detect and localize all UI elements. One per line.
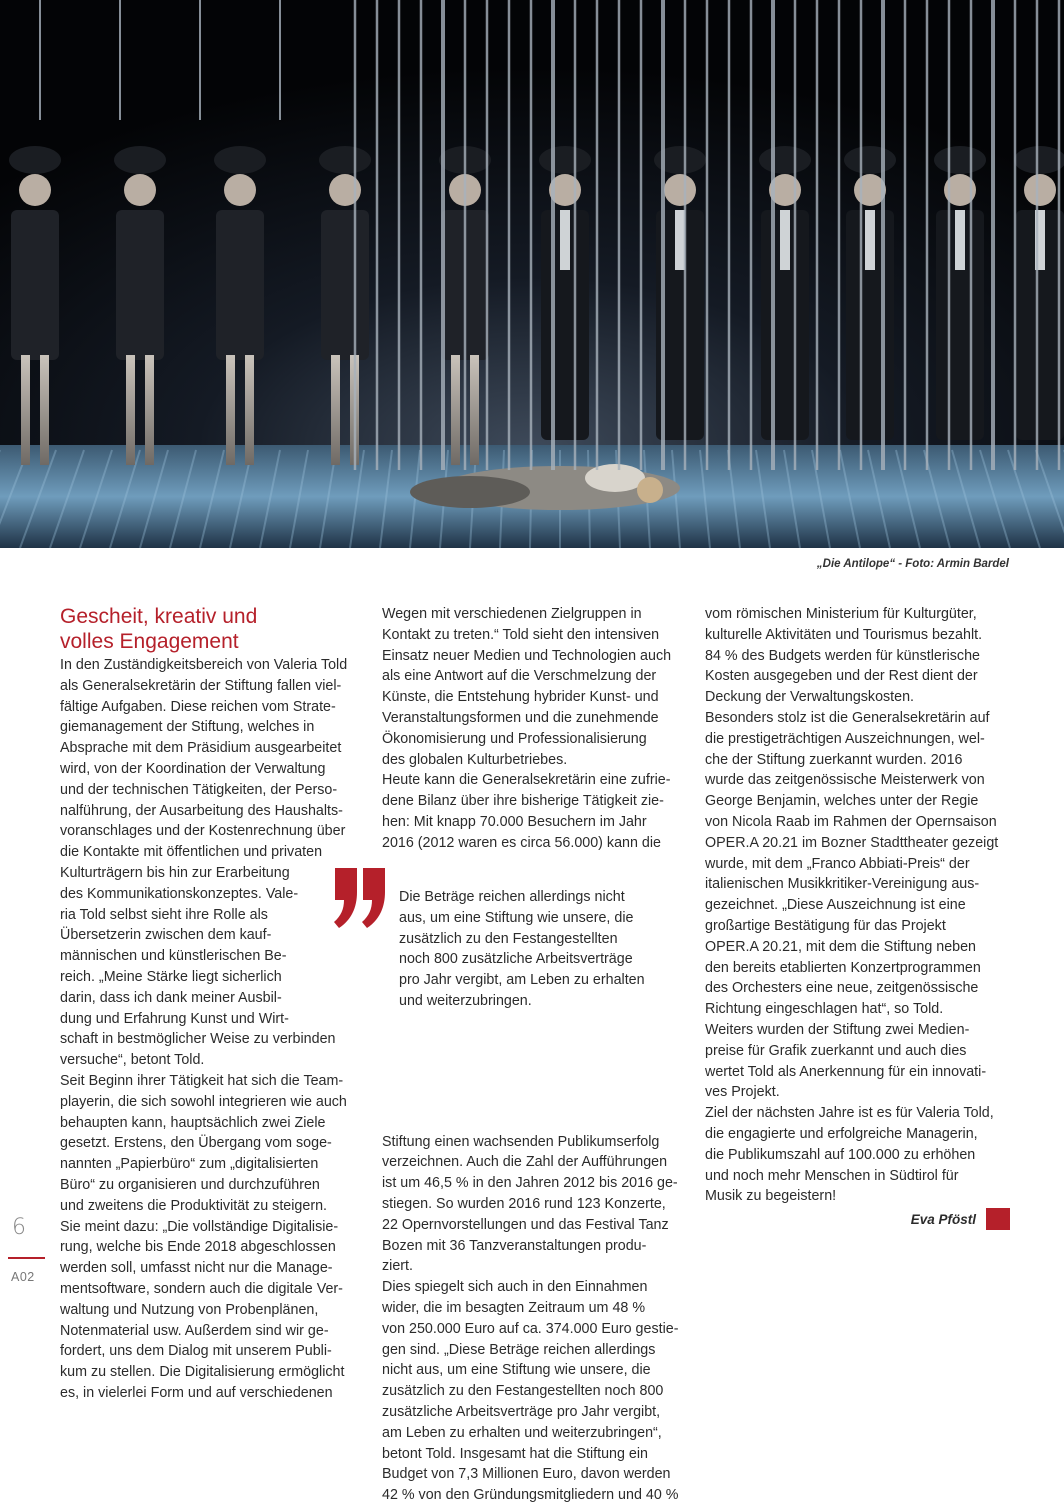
column-3 bbox=[705, 604, 1015, 1207]
column-1-text bbox=[60, 655, 365, 1404]
text-line: als eine Antwort auf die Verschmelzung der bbox=[382, 668, 657, 685]
page-number: 6 bbox=[12, 1215, 26, 1240]
text-line: großartige Bestätigung für das Projekt bbox=[705, 917, 946, 934]
text-line: zusätzliche Arbeitsverträge pro Jahr vergibt, bbox=[382, 1403, 661, 1420]
text-line: zusätzlich zu den Festangestellten noch 800 bbox=[382, 1383, 664, 1400]
text-line: Heute kann die Generalsekretärin eine zufrie- bbox=[382, 772, 671, 789]
text-line: kum zu stellen. Die Digitalisierung ermöglicht bbox=[60, 1364, 345, 1381]
text-line: rung, welche bis Ende 2018 abgeschlossen bbox=[60, 1239, 336, 1256]
text-line: Ziel der nächsten Jahre ist es für Valeria Told, bbox=[705, 1105, 994, 1122]
text-line: aus, um eine Stiftung wie unsere, die bbox=[399, 909, 634, 926]
text-line: waltung und Nutzung von Probenplänen, bbox=[60, 1301, 319, 1318]
text-line: Weiters wurden der Stiftung zwei Medien- bbox=[705, 1021, 970, 1038]
page-rule bbox=[8, 1257, 45, 1259]
text-line: nicht aus, um eine Stiftung wie unsere, die bbox=[382, 1362, 651, 1379]
text-line: voranschlages und der Kostenrechnung über bbox=[60, 823, 346, 840]
author-name: Eva Pföstl bbox=[910, 1211, 976, 1227]
stage-photo bbox=[0, 0, 1064, 548]
text-line: fältige Aufgaben. Diese reichen vom Strate- bbox=[60, 698, 336, 715]
column-2 bbox=[382, 604, 690, 1506]
text-line: preise für Grafik zuerkannt und auch dies bbox=[705, 1042, 967, 1059]
text-line: ziert. bbox=[382, 1258, 413, 1275]
text-line: darin, dass ich dank meiner Ausbil- bbox=[60, 989, 282, 1006]
text-line: Bozen mit 36 Tanzveranstaltungen produ- bbox=[382, 1237, 647, 1254]
text-line: Büro“ zu organisieren und durchzuführen bbox=[60, 1176, 320, 1193]
text-line: Dies spiegelt sich auch in den Einnahmen bbox=[382, 1279, 648, 1296]
text-line: In den Zuständigkeitsbereich von Valeria Told bbox=[60, 657, 348, 673]
text-line: Seit Beginn ihrer Tätigkeit hat sich die Team- bbox=[60, 1072, 344, 1089]
text-line: die engagierte und erfolgreiche Managerin, bbox=[705, 1125, 978, 1142]
text-line: 42 % von den Gründungsmitgliedern und 40 % bbox=[382, 1487, 679, 1504]
text-line: die prestigeträchtigen Auszeichnungen, wel- bbox=[705, 730, 985, 747]
text-line: Künste, die Entstehung hybrider Kunst- und bbox=[382, 689, 659, 706]
text-line: che der Stiftung zuerkannt wurden. 2016 bbox=[705, 751, 963, 768]
text-line: Einsatz neuer Medien und Technologien auch bbox=[382, 647, 672, 664]
text-line: des globalen Kulturbetriebes. bbox=[382, 751, 568, 768]
text-line: und der technischen Tätigkeiten, der Perso- bbox=[60, 781, 338, 798]
text-line: giemanagement der Stiftung, welches in bbox=[60, 719, 315, 736]
text-line: wurde das zeitgenössische Meisterwerk von bbox=[705, 772, 985, 789]
text-line: Übersetzerin zwischen dem kauf- bbox=[60, 927, 272, 944]
text-line: dung und Erfahrung Kunst und Wirt- bbox=[60, 1010, 289, 1027]
column-2-text-bottom bbox=[382, 1132, 690, 1506]
article-headline bbox=[60, 604, 365, 654]
text-line: kulturelle Aktivitäten und Tourismus bezahlt. bbox=[705, 626, 983, 643]
text-line: dene Bilanz über ihre bisherige Tätigkeit zie- bbox=[382, 793, 664, 810]
text-line: schaft in bestmöglicher Weise zu verbinden bbox=[60, 1031, 336, 1048]
text-line: nannten „Papierbüro“ zum „digitalisierten bbox=[60, 1156, 319, 1173]
text-line: gen sind. „Diese Beträge reichen allerdings bbox=[382, 1341, 656, 1358]
text-line: 22 Opernvorstellungen und das Festival Tanz bbox=[382, 1216, 669, 1233]
text-line: reich. „Meine Stärke liegt sicherlich bbox=[60, 968, 282, 985]
text-line: von 250.000 Euro auf ca. 374.000 Euro gestie- bbox=[382, 1320, 679, 1337]
text-line: Die Beträge reichen allerdings nicht bbox=[399, 889, 625, 905]
text-line: behaupten kann, hauptsächlich zwei Ziele bbox=[60, 1114, 326, 1131]
text-line: Sie meint dazu: „Die vollständige Digitalisie- bbox=[60, 1218, 339, 1235]
text-line: Absprache mit dem Präsidium ausgearbeitet bbox=[60, 740, 342, 757]
text-line: Kontakt zu treten.“ Told sieht den intensiven bbox=[382, 626, 660, 643]
text-line: des Kommunikationskonzeptes. Vale- bbox=[60, 885, 299, 902]
text-line: versuche“, betont Told. bbox=[60, 1052, 205, 1069]
accent-block bbox=[986, 1208, 1010, 1230]
text-line: als Generalsekretärin der Stiftung fallen viel- bbox=[60, 677, 342, 694]
column-3-text bbox=[705, 604, 1015, 1207]
text-line: fordert, uns dem Dialog mit unserem Publi- bbox=[60, 1343, 332, 1360]
author-credit bbox=[911, 1208, 1010, 1230]
text-line: ria Told selbst sieht ihre Rolle als bbox=[60, 906, 268, 923]
text-line: des Orchesters eine neue, zeitgenössische bbox=[705, 980, 979, 997]
text-line: George Benjamin, welches unter der Regie bbox=[705, 793, 979, 810]
text-line: den bereits etablierten Konzertprogrammen bbox=[705, 959, 981, 976]
text-line: zusätzlich zu den Festangestellten bbox=[399, 930, 618, 947]
text-line: OPER.A 20.21 im Bozner Stadttheater gezeigt bbox=[705, 834, 999, 851]
text-line: wird, von der Koordination der Verwaltung bbox=[60, 760, 326, 777]
text-line: Stiftung einen wachsenden Publikumserfolg bbox=[382, 1133, 660, 1150]
text-line: von Nicola Raab im Rahmen der Opernsaison bbox=[705, 813, 997, 830]
text-line: mentsoftware, sondern auch die digitale Ver- bbox=[60, 1280, 343, 1297]
text-line: 2016 (2012 waren es circa 56.000) kann die bbox=[382, 834, 661, 851]
text-line: nalführung, der Ausarbeitung des Haushalts- bbox=[60, 802, 343, 819]
text-line: betont Told. Insgesamt hat die Stiftung ein bbox=[382, 1445, 648, 1462]
text-line: Ökonomisierung und Professionalisierung bbox=[382, 730, 647, 747]
headline-line: Gescheit, kreativ und bbox=[60, 605, 258, 628]
text-line: die Kontakte mit öffentlichen und privaten bbox=[60, 844, 323, 861]
text-line: ist um 46,5 % in den Jahren 2012 bis 2016 ge- bbox=[382, 1175, 678, 1192]
text-line: Kosten ausgegeben und der Rest dient der bbox=[705, 668, 978, 685]
text-line: ves Projekt. bbox=[705, 1084, 780, 1101]
page-code: A02 bbox=[11, 1270, 35, 1284]
text-line: 84 % des Budgets werden für künstlerische bbox=[705, 647, 980, 664]
text-line: vom römischen Ministerium für Kulturgüter, bbox=[705, 606, 977, 622]
pull-quote bbox=[399, 887, 689, 1012]
text-line: männischen und künstlerischen Be- bbox=[60, 948, 287, 965]
text-line: Musik zu begeistern! bbox=[705, 1188, 837, 1205]
text-line: hen: Mit knapp 70.000 Besuchern im Jahr bbox=[382, 813, 647, 830]
photo-caption: „Die Antilope“ - Foto: Armin Bardel bbox=[816, 558, 1009, 570]
text-line: gezeichnet. „Diese Auszeichnung ist eine bbox=[705, 897, 966, 914]
headline-line: volles Engagement bbox=[60, 630, 239, 653]
text-line: wertet Told als Anerkennung für ein innovati- bbox=[705, 1063, 987, 1080]
column-2-text-top bbox=[382, 604, 690, 854]
text-line: Deckung der Verwaltungskosten. bbox=[705, 689, 915, 706]
text-line: Richtung eingeschlagen hat“, so Told. bbox=[705, 1001, 944, 1018]
text-line: Kulturträgern bis hin zur Erarbeitung bbox=[60, 864, 290, 881]
text-line: Budget von 7,3 Millionen Euro, davon werden bbox=[382, 1466, 671, 1483]
text-line: verzeichnen. Auch die Zahl der Aufführungen bbox=[382, 1154, 668, 1171]
text-line: Notenmaterial usw. Außerdem sind wir ge- bbox=[60, 1322, 329, 1339]
text-line: playerin, die sich sowohl integrieren wie auch bbox=[60, 1093, 347, 1110]
quote-mark-icon bbox=[330, 868, 390, 930]
text-line: Veranstaltungsformen und die zunehmende bbox=[382, 709, 659, 726]
text-line: Besonders stolz ist die Generalsekretärin auf bbox=[705, 709, 990, 726]
text-line: italienischen Musikkritiker-Vereinigung aus- bbox=[705, 876, 980, 893]
text-line: wurde, mit dem „Franco Abbiati-Preis“ der bbox=[705, 855, 970, 872]
text-line: am Leben zu erhalten und weiterzubringen“, bbox=[382, 1424, 662, 1441]
text-line: und noch mehr Menschen in Südtirol für bbox=[705, 1167, 959, 1184]
text-line: Wegen mit verschiedenen Zielgruppen in bbox=[382, 606, 642, 622]
text-line: und zweitens die Produktivität zu steigern. bbox=[60, 1197, 328, 1214]
text-line: werden soll, umfasst nicht nur die Manage- bbox=[60, 1260, 333, 1277]
text-line: noch 800 zusätzliche Arbeitsverträge bbox=[399, 951, 633, 968]
text-line: OPER.A 20.21, mit dem die Stiftung neben bbox=[705, 938, 977, 955]
text-line: stiegen. So wurden 2016 rund 123 Konzerte, bbox=[382, 1195, 666, 1212]
text-line: und weiterzubringen. bbox=[399, 992, 532, 1009]
text-line: gesetzt. Erstens, den Übergang vom soge- bbox=[60, 1135, 332, 1152]
text-line: es, in vielerlei Form und auf verschiedenen bbox=[60, 1384, 333, 1401]
text-line: pro Jahr vergibt, am Leben zu erhalten bbox=[399, 972, 645, 989]
text-line: die Publikumszahl auf 100.000 zu erhöhen bbox=[705, 1146, 976, 1163]
column-1 bbox=[60, 604, 365, 1404]
text-line: wider, die im besagten Zeitraum um 48 % bbox=[382, 1299, 646, 1316]
